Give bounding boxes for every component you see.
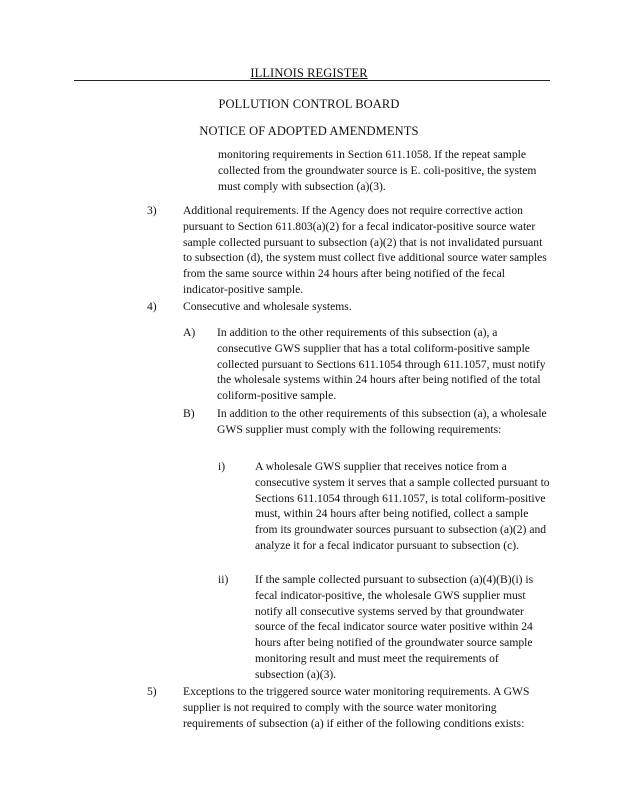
- item-3-text: Additional requirements. If the Agency does not require corrective action pursuant to Section 611.803(a)(2) for a fecal indicator-positive source water sample collected pursuant to subsection (a)(2) that is not invalidated pursuant to subsection (d), the system must collect five additional source water samples from the same source within 24 hours after being notified of the fecal indicator-positive sample.: [183, 204, 547, 296]
- header-rule: [74, 80, 550, 81]
- item-4b-i-number: i): [218, 460, 226, 473]
- item-4a-text: In addition to the other requirements of this subsection (a), a consecutive GWS supplier that has a total coliform-positive sample collected pursuant to Sections 611.1054 through 611.1057, must notify the wholesale systems within 24 hours after being notified of the total coliform-positive sample.: [217, 326, 546, 403]
- item-5-number: 5): [147, 685, 157, 698]
- item-4b-i-text: A wholesale GWS supplier that receives notice from a consecutive system it serves that a sample collected pursuant to Sections 611.1054 through 611.1057, is total coliform-positive must, within 24 hours after being notified, collect a sample from its groundwater sources pursuant to subsection (a)(2) and analyze it for a fecal indicator pursuant to subsection (c).: [255, 460, 550, 552]
- item-4-text: Consecutive and wholesale systems.: [183, 300, 352, 313]
- item-4a-number: A): [183, 326, 196, 339]
- item-4-number: 4): [147, 300, 157, 313]
- notice-title: NOTICE OF ADOPTED AMENDMENTS: [199, 124, 419, 138]
- item-3-number: 3): [147, 204, 157, 217]
- item-4b-ii-text: If the sample collected pursuant to subsection (a)(4)(B)(i) is fecal indicator-positive, the wholesale GWS supplier must notify all consecutive systems served by that groundwater source of the fecal indicator source water positive within 24 hours after being notified of the groundwater source sample monitoring result and must meet the requirements of subsection (a)(3).: [255, 573, 534, 681]
- item-4b-number: B): [183, 407, 195, 420]
- item-4b-text: In addition to the other requirements of this subsection (a), a wholesale GWS supplier must comply with the following requirements:: [217, 407, 547, 436]
- board-title: POLLUTION CONTROL BOARD: [218, 97, 400, 111]
- item-5-text: Exceptions to the triggered source water monitoring requirements. A GWS supplier is not required to comply with the source water monitoring requirements of subsection (a) if either of the following conditions exists:: [183, 685, 530, 730]
- register-title: ILLINOIS REGISTER: [250, 66, 368, 80]
- continuation-paragraph: monitoring requirements in Section 611.1058. If the repeat sample collected from the groundwater source is E. coli-positive, the system must comply with subsection (a)(3).: [218, 148, 537, 193]
- item-4b-ii-number: ii): [218, 573, 229, 586]
